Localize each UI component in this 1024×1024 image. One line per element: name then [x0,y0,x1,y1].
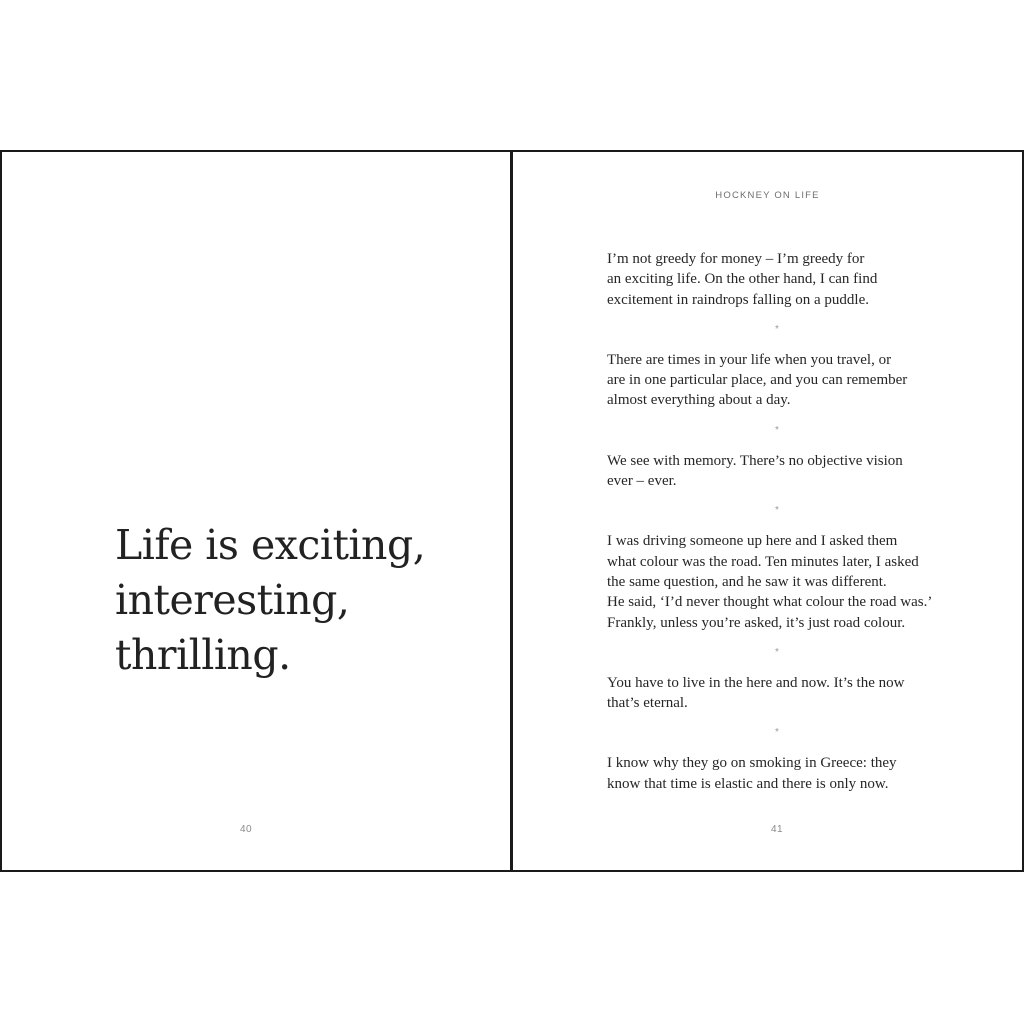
page-number-right: 41 [771,824,784,835]
quote-line: We see with memory. There’s no objective vision [607,452,903,469]
right-page [511,150,1024,872]
quote-line: I’m not greedy for money – I’m greedy for [607,251,865,267]
quote-line: that’s eternal. [607,695,688,712]
quote-line: almost everything about a day. [607,392,791,409]
featured-quote [115,518,425,683]
quote-item [607,673,967,714]
featured-quote-line: thrilling. [115,631,291,679]
quote-item [607,531,967,632]
quote-line: ever – ever. [607,473,677,490]
quote-item [607,350,967,411]
quote-line: I was driving someone up here and I asked them [607,533,898,550]
quote-line: Frankly, unless you’re asked, it’s just road colour. [607,614,906,631]
quote-item [607,451,967,492]
quote-item [607,249,967,310]
page-number-left: 40 [240,824,253,835]
left-page [0,150,512,872]
running-head: HOCKNEY ON LIFE [715,190,820,201]
quote-line: know that time is elastic and there is only now. [607,775,889,792]
separator-asterisk: * [775,323,779,335]
quote-line: what colour was the road. Ten minutes later, I asked [607,553,919,570]
quote-item [607,753,967,794]
separator-asterisk: * [775,646,779,658]
separator-asterisk: * [775,727,779,739]
quote-line: an exciting life. On the other hand, I can find [607,271,878,288]
quote-line: are in one particular place, and you can remember [607,372,908,389]
quote-line: I know why they go on smoking in Greece: they [607,755,897,772]
separator-asterisk: * [775,505,779,517]
quote-list [607,249,967,794]
quote-line: excitement in raindrops falling on a puddle. [607,291,870,308]
quote-line: the same question, and he saw it was different. [607,573,887,590]
featured-quote-line: interesting, [115,576,350,624]
quote-line: You have to live in the here and now. It’s the now [607,674,905,691]
featured-quote-line: Life is exciting, [115,521,426,569]
quote-line: There are times in your life when you travel, or [607,351,892,368]
quote-line: He said, ‘I’d never thought what colour the road was.’ [607,594,933,611]
separator-asterisk: * [775,424,779,436]
